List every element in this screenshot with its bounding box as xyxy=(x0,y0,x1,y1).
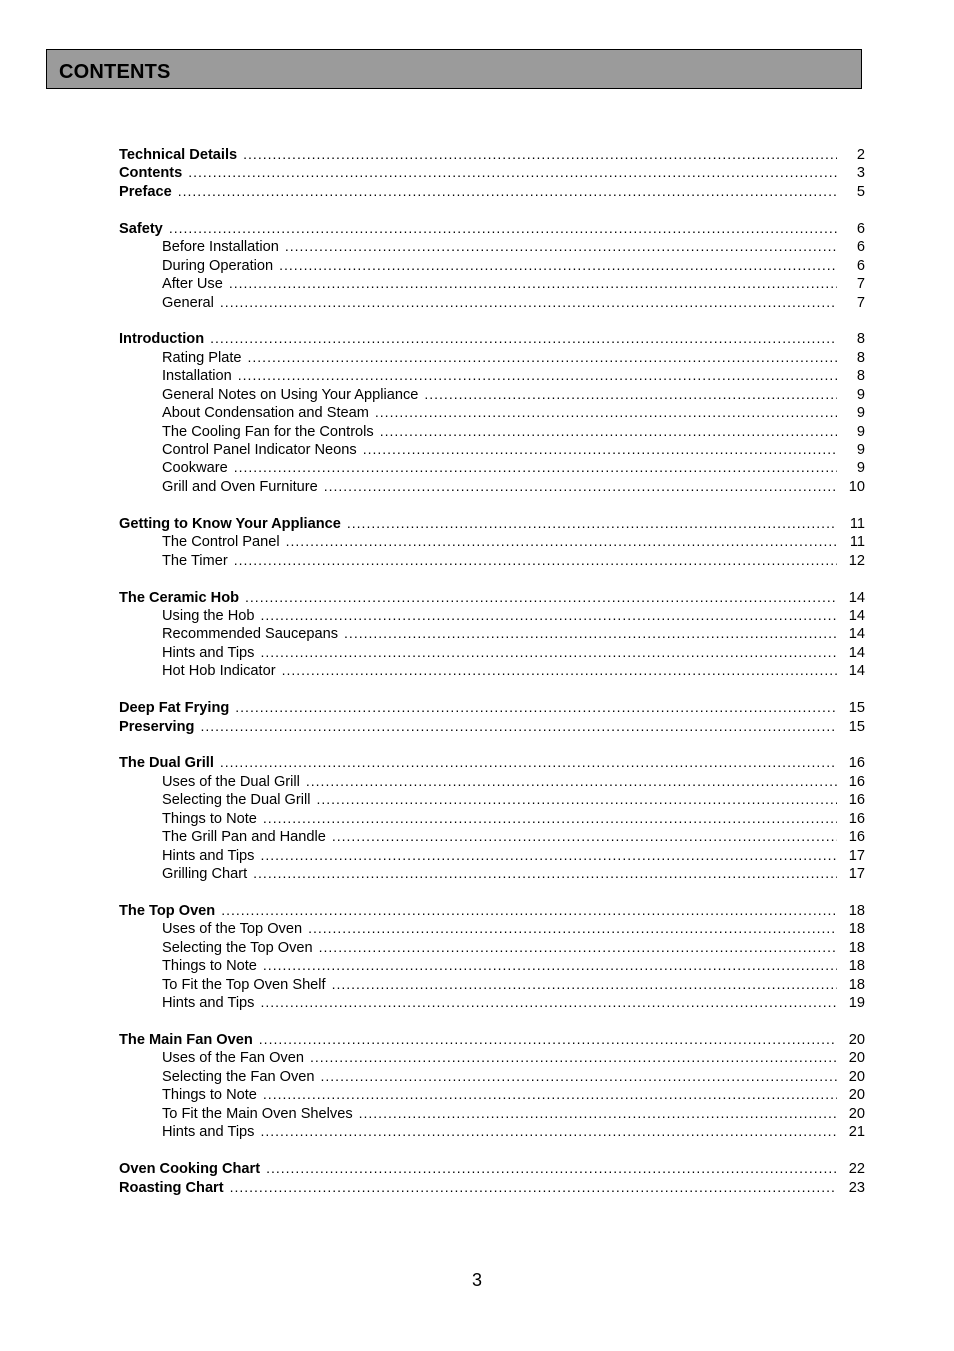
toc-entry-label: After Use xyxy=(162,276,223,293)
toc-subsection-entry[interactable] xyxy=(119,385,865,403)
toc-entry-label: Things to Note xyxy=(162,810,257,827)
toc-subsection-entry[interactable] xyxy=(119,532,865,550)
toc-entry-page: 12 xyxy=(848,552,865,569)
toc-entry-page: 16 xyxy=(848,755,865,772)
toc-entry-label: Hints and Tips xyxy=(162,995,255,1012)
toc-entry-label: Hot Hob Indicator xyxy=(162,663,276,680)
dot-leader xyxy=(380,422,837,440)
dot-leader xyxy=(234,551,837,569)
toc-entry-page: 18 xyxy=(848,939,865,956)
toc-entry-page: 23 xyxy=(848,1179,865,1196)
toc-entry-page: 16 xyxy=(848,829,865,846)
page-number: 3 xyxy=(471,1270,482,1290)
dot-leader xyxy=(220,293,837,311)
toc-subsection-entry[interactable] xyxy=(119,809,865,827)
toc-entry-page: 8 xyxy=(856,331,865,348)
toc-section-entry[interactable] xyxy=(119,901,865,919)
dot-leader xyxy=(221,901,837,919)
toc-section-entry[interactable] xyxy=(119,1178,865,1196)
dot-leader xyxy=(347,514,837,532)
toc-entry-page: 20 xyxy=(848,1032,865,1048)
toc-entry-page: 6 xyxy=(856,257,865,274)
dot-leader xyxy=(332,827,837,845)
section-gap xyxy=(119,569,865,587)
dot-leader xyxy=(279,256,837,274)
toc-entry-label: The Main Fan Oven xyxy=(119,1032,253,1048)
toc-subsection-entry[interactable] xyxy=(119,938,865,956)
toc-entry-label: To Fit the Main Oven Shelves xyxy=(162,1105,353,1122)
toc-entry-label: Selecting the Fan Oven xyxy=(162,1068,315,1085)
toc-entry-label: Installation xyxy=(162,368,232,385)
dot-leader xyxy=(316,790,837,808)
toc-entry-page: 9 xyxy=(856,442,865,458)
toc-entry-label: Preface xyxy=(119,183,172,200)
toc-subsection-entry[interactable] xyxy=(119,1085,865,1103)
toc-entry-page: 14 xyxy=(848,626,865,643)
toc-entry-label: The Control Panel xyxy=(162,534,280,551)
dot-leader xyxy=(220,753,837,771)
toc-subsection-entry[interactable] xyxy=(119,293,865,311)
dot-leader xyxy=(319,938,837,956)
dot-leader xyxy=(363,440,837,458)
toc-subsection-entry[interactable] xyxy=(119,661,865,679)
dot-leader xyxy=(266,1159,837,1177)
toc-entry-label: The Top Oven xyxy=(119,902,216,919)
toc-entry-page: 6 xyxy=(856,220,865,237)
toc-entry-page: 22 xyxy=(848,1161,865,1178)
toc-entry-page: 15 xyxy=(848,718,865,735)
dot-leader xyxy=(306,772,837,790)
toc-section-entry[interactable] xyxy=(119,1159,865,1177)
toc-subsection-entry[interactable] xyxy=(119,643,865,661)
toc-entry-label: Oven Cooking Chart xyxy=(119,1161,261,1178)
toc-entry-label: Uses of the Top Oven xyxy=(162,921,303,938)
toc-entry-page: 20 xyxy=(848,1087,865,1104)
toc-entry-label: General Notes on Using Your Appliance xyxy=(162,386,419,403)
dot-leader xyxy=(235,698,837,716)
toc-subsection-entry[interactable] xyxy=(119,624,865,642)
toc-entry-label: Control Panel Indicator Neons xyxy=(162,442,357,458)
toc-entry-label: To Fit the Top Oven Shelf xyxy=(162,976,326,993)
toc-subsection-entry[interactable] xyxy=(119,993,865,1011)
dot-leader xyxy=(324,477,837,495)
toc-entry-label: Rating Plate xyxy=(162,349,242,366)
toc-entry-label: The Timer xyxy=(162,552,228,569)
dot-leader xyxy=(321,1067,837,1085)
dot-leader xyxy=(260,643,837,661)
toc-section-entry[interactable] xyxy=(119,1030,865,1048)
section-gap xyxy=(119,495,865,513)
toc-entry-page: 20 xyxy=(848,1050,865,1067)
toc-entry-label: Things to Note xyxy=(162,1087,257,1104)
page-title: CONTENTS xyxy=(59,61,171,83)
dot-leader xyxy=(359,1104,837,1122)
dot-leader xyxy=(260,1122,837,1140)
toc-entry-page: 18 xyxy=(848,976,865,993)
toc-entry-page: 14 xyxy=(848,644,865,661)
dot-leader xyxy=(188,163,837,181)
section-gap xyxy=(119,1012,865,1030)
toc-subsection-entry[interactable] xyxy=(119,1048,865,1066)
dot-leader xyxy=(375,403,837,421)
toc-entry-label: Grill and Oven Furniture xyxy=(162,478,318,495)
toc-subsection-entry[interactable] xyxy=(119,1104,865,1122)
toc-entry-label: Using the Hob xyxy=(162,607,255,624)
toc-subsection-entry[interactable] xyxy=(119,237,865,255)
dot-leader xyxy=(253,864,837,882)
toc-entry-label: Getting to Know Your Appliance xyxy=(119,515,341,532)
dot-leader xyxy=(248,348,837,366)
toc-entry-label: Hints and Tips xyxy=(162,847,255,864)
toc-subsection-entry[interactable] xyxy=(119,772,865,790)
dot-leader xyxy=(285,237,837,255)
toc-subsection-entry[interactable] xyxy=(119,790,865,808)
dot-leader xyxy=(308,919,837,937)
toc-entry-label: Selecting the Top Oven xyxy=(162,939,313,956)
toc-entry-page: 21 xyxy=(848,1124,865,1141)
toc-entry-page: 7 xyxy=(856,276,865,293)
dot-leader xyxy=(332,975,837,993)
dot-leader xyxy=(229,274,837,292)
toc-entry-page: 9 xyxy=(856,460,865,477)
toc-subsection-entry[interactable] xyxy=(119,1122,865,1140)
dot-leader xyxy=(169,219,837,237)
toc-section-entry[interactable] xyxy=(119,329,865,347)
toc-entry-page: 18 xyxy=(848,921,865,938)
toc-entry-label: The Ceramic Hob xyxy=(119,589,240,606)
toc-entry-page: 20 xyxy=(848,1068,865,1085)
table-of-contents xyxy=(119,145,865,1196)
dot-leader xyxy=(243,145,837,163)
toc-entry-page: 9 xyxy=(856,423,865,440)
toc-entry-page: 18 xyxy=(848,958,865,975)
toc-entry-page: 11 xyxy=(849,534,865,551)
toc-subsection-entry[interactable] xyxy=(119,256,865,274)
toc-entry-page: 16 xyxy=(848,792,865,809)
toc-subsection-entry[interactable] xyxy=(119,827,865,845)
toc-entry-label: Contents xyxy=(119,165,183,182)
toc-entry-label: Cookware xyxy=(162,460,228,477)
toc-section-entry[interactable] xyxy=(119,698,865,716)
toc-section-entry[interactable] xyxy=(119,145,865,163)
dot-leader xyxy=(282,661,837,679)
dot-leader xyxy=(200,717,837,735)
dot-leader xyxy=(178,182,837,200)
toc-entry-page: 11 xyxy=(849,515,865,532)
section-gap xyxy=(119,883,865,901)
toc-subsection-entry[interactable] xyxy=(119,864,865,882)
toc-section-entry[interactable] xyxy=(119,514,865,532)
toc-entry-label: During Operation xyxy=(162,257,274,274)
section-gap xyxy=(119,680,865,698)
toc-entry-page: 8 xyxy=(856,368,865,385)
toc-subsection-entry[interactable] xyxy=(119,274,865,292)
toc-subsection-entry[interactable] xyxy=(119,440,865,458)
toc-section-entry[interactable] xyxy=(119,163,865,181)
toc-entry-page: 9 xyxy=(856,405,865,422)
toc-entry-page: 14 xyxy=(848,589,865,606)
toc-subsection-entry[interactable] xyxy=(119,366,865,384)
dot-leader xyxy=(260,606,837,624)
toc-entry-page: 15 xyxy=(848,700,865,717)
toc-entry-page: 14 xyxy=(848,663,865,680)
dot-leader xyxy=(230,1178,837,1196)
toc-entry-page: 17 xyxy=(848,866,865,883)
section-gap xyxy=(119,1141,865,1159)
toc-subsection-entry[interactable] xyxy=(119,403,865,421)
toc-entry-label: The Dual Grill xyxy=(119,755,214,772)
dot-leader xyxy=(210,329,837,347)
toc-entry-page: 9 xyxy=(856,386,865,403)
toc-section-entry[interactable] xyxy=(119,182,865,200)
toc-entry-page: 8 xyxy=(856,349,865,366)
toc-entry-label: Grilling Chart xyxy=(162,866,248,883)
dot-leader xyxy=(263,809,837,827)
toc-entry-page: 5 xyxy=(856,183,865,200)
dot-leader xyxy=(260,993,837,1011)
toc-entry-page: 19 xyxy=(848,995,865,1012)
toc-subsection-entry[interactable] xyxy=(119,846,865,864)
dot-leader xyxy=(310,1048,837,1066)
toc-entry-label: Deep Fat Frying xyxy=(119,700,230,717)
toc-subsection-entry[interactable] xyxy=(119,422,865,440)
toc-section-entry[interactable] xyxy=(119,753,865,771)
section-gap xyxy=(119,311,865,329)
toc-subsection-entry[interactable] xyxy=(119,551,865,569)
toc-entry-label: Safety xyxy=(119,220,163,237)
toc-entry-page: 16 xyxy=(848,773,865,790)
toc-entry-label: Introduction xyxy=(119,331,205,348)
toc-entry-page: 6 xyxy=(856,239,865,256)
toc-subsection-entry[interactable] xyxy=(119,1067,865,1085)
toc-entry-label: Recommended Saucepans xyxy=(162,626,339,643)
toc-subsection-entry[interactable] xyxy=(119,477,865,495)
toc-subsection-entry[interactable] xyxy=(119,606,865,624)
toc-entry-label: General xyxy=(162,294,214,311)
toc-entry-page: 18 xyxy=(848,902,865,919)
toc-entry-page: 2 xyxy=(856,147,865,163)
section-gap xyxy=(119,200,865,218)
dot-leader xyxy=(286,532,837,550)
section-gap xyxy=(119,735,865,753)
toc-subsection-entry[interactable] xyxy=(119,348,865,366)
dot-leader xyxy=(263,1085,837,1103)
dot-leader xyxy=(234,458,837,476)
toc-entry-page: 16 xyxy=(848,810,865,827)
toc-subsection-entry[interactable] xyxy=(119,458,865,476)
toc-entry-label: Before Installation xyxy=(162,239,279,256)
toc-entry-label: The Grill Pan and Handle xyxy=(162,829,326,846)
dot-leader xyxy=(424,385,837,403)
dot-leader xyxy=(245,588,837,606)
toc-section-entry[interactable] xyxy=(119,219,865,237)
toc-entry-page: 3 xyxy=(856,165,865,182)
toc-entry-label: Roasting Chart xyxy=(119,1179,224,1196)
toc-entry-label: Things to Note xyxy=(162,958,257,975)
toc-entry-label: Preserving xyxy=(119,718,195,735)
toc-entry-label: Hints and Tips xyxy=(162,644,255,661)
contents-header-bar xyxy=(46,49,862,89)
dot-leader xyxy=(259,1030,837,1048)
toc-entry-label: Selecting the Dual Grill xyxy=(162,792,311,809)
toc-section-entry[interactable] xyxy=(119,717,865,735)
toc-entry-label: Technical Details xyxy=(119,147,238,163)
toc-entry-page: 10 xyxy=(848,478,865,495)
dot-leader xyxy=(260,846,837,864)
toc-entry-label: Uses of the Dual Grill xyxy=(162,773,300,790)
toc-entry-page: 20 xyxy=(848,1105,865,1122)
dot-leader xyxy=(238,366,837,384)
toc-entry-page: 14 xyxy=(848,607,865,624)
toc-entry-page: 17 xyxy=(848,847,865,864)
toc-entry-label: The Cooling Fan for the Controls xyxy=(162,423,374,440)
toc-subsection-entry[interactable] xyxy=(119,919,865,937)
toc-section-entry[interactable] xyxy=(119,588,865,606)
toc-entry-label: About Condensation and Steam xyxy=(162,405,369,422)
dot-leader xyxy=(344,624,837,642)
toc-subsection-entry[interactable] xyxy=(119,956,865,974)
toc-entry-label: Hints and Tips xyxy=(162,1124,255,1141)
toc-entry-label: Uses of the Fan Oven xyxy=(162,1050,304,1067)
dot-leader xyxy=(263,956,837,974)
toc-subsection-entry[interactable] xyxy=(119,975,865,993)
toc-entry-page: 7 xyxy=(856,294,865,311)
